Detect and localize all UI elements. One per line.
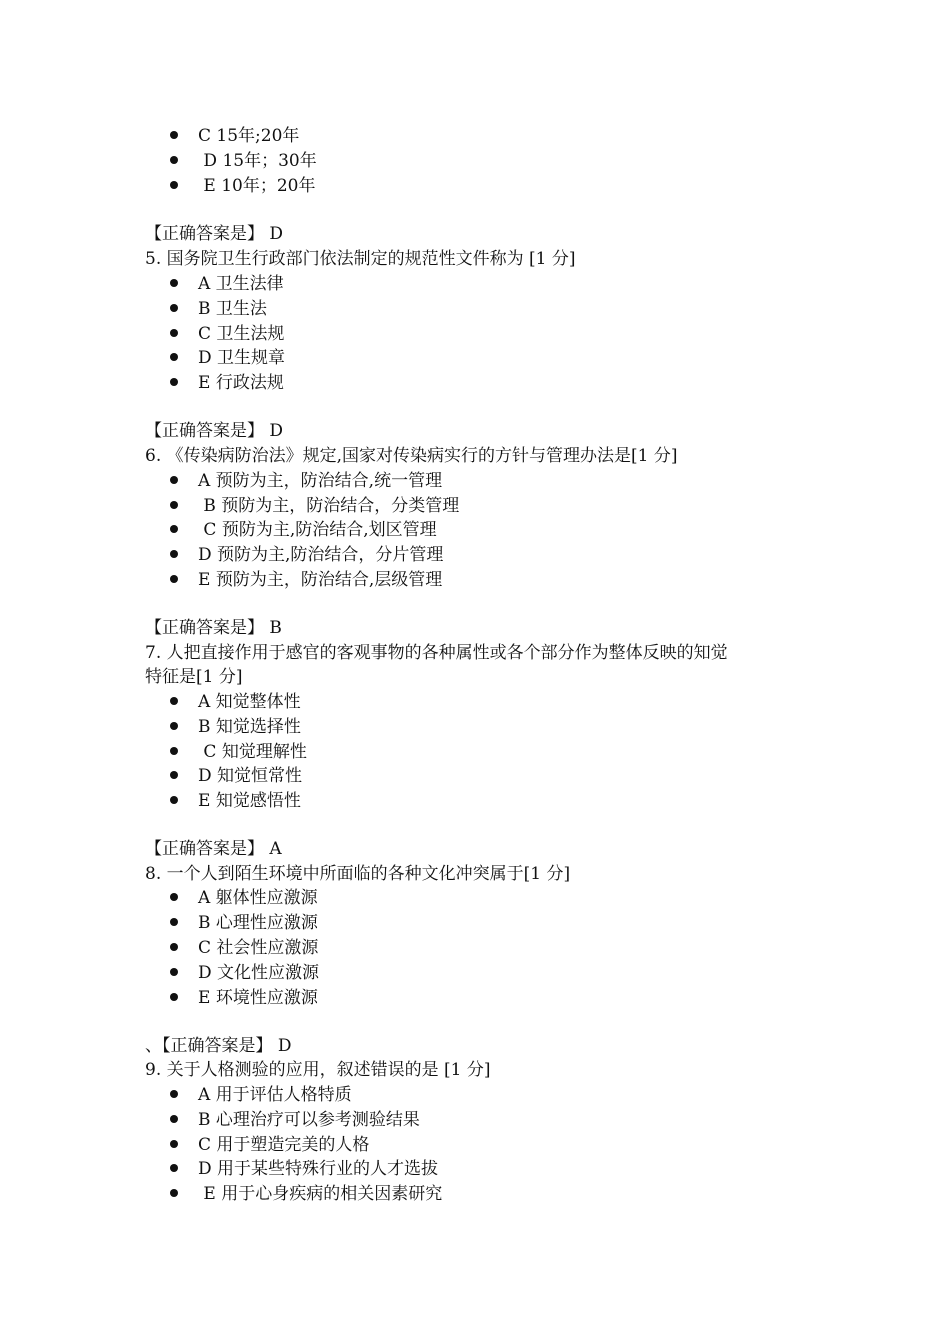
bullet-icon — [170, 1140, 178, 1148]
list-item — [170, 690, 301, 714]
list-item — [170, 789, 301, 813]
bullet-icon — [170, 378, 178, 386]
option-text: E 用于心身疾病的相关因素研究 — [198, 1184, 443, 1204]
list-item — [170, 1108, 420, 1132]
list-item — [170, 494, 459, 518]
option-text: E 预防为主，防治结合,层级管理 — [198, 570, 443, 590]
list-item — [170, 543, 443, 567]
list-item — [170, 911, 318, 935]
list-item — [170, 936, 318, 960]
bullet-icon — [170, 575, 178, 583]
option-text: D 预防为主,防治结合，分片管理 — [198, 545, 444, 565]
option-text: C 知觉理解性 — [198, 742, 307, 762]
question-line: 5. 国务院卫生行政部门依法制定的规范性文件称为 [1 分] — [145, 249, 576, 269]
list-item — [170, 371, 284, 395]
list-item — [170, 740, 307, 764]
list-item — [170, 124, 299, 148]
list-item — [170, 297, 267, 321]
bullet-icon — [170, 1189, 178, 1197]
bullet-icon — [170, 131, 178, 139]
bullet-icon — [170, 1115, 178, 1123]
bullet-icon — [170, 550, 178, 558]
bullet-icon — [170, 747, 178, 755]
list-item — [170, 174, 315, 198]
question-line: 9. 关于人格测验的应用，叙述错误的是 [1 分] — [145, 1060, 491, 1080]
list-item — [170, 346, 285, 370]
option-text: C 卫生法规 — [198, 324, 285, 344]
list-item — [170, 322, 284, 346]
list-item — [170, 1133, 369, 1157]
list-item — [170, 961, 319, 985]
list-item — [170, 986, 318, 1010]
option-text: D 文化性应激源 — [198, 963, 320, 983]
option-text: A 用于评估人格特质 — [198, 1085, 352, 1105]
list-item — [170, 1182, 442, 1206]
option-text: A 卫生法律 — [198, 274, 284, 294]
option-text: C 社会性应激源 — [198, 938, 319, 958]
option-text: A 躯体性应激源 — [198, 888, 318, 908]
option-text: E 环境性应激源 — [198, 988, 318, 1008]
list-item — [170, 1157, 438, 1181]
option-text: D 卫生规章 — [198, 348, 286, 368]
list-item — [170, 568, 442, 592]
bullet-icon — [170, 918, 178, 926]
option-text: C 15年;20年 — [198, 126, 300, 146]
list-item — [170, 149, 317, 173]
option-text: B 预防为主，防治结合，分类管理 — [198, 496, 460, 516]
bullet-icon — [170, 304, 178, 312]
bullet-icon — [170, 722, 178, 730]
bullet-icon — [170, 796, 178, 804]
answer-line: 、【正确答案是】 D — [145, 1036, 292, 1056]
bullet-icon — [170, 353, 178, 361]
option-text: E 行政法规 — [198, 373, 284, 393]
bullet-icon — [170, 501, 178, 509]
list-item — [170, 272, 284, 296]
option-text: D 15年；30年 — [198, 151, 317, 171]
option-text: D 知觉恒常性 — [198, 766, 303, 786]
option-text: E 知觉感悟性 — [198, 791, 301, 811]
answer-line: 【正确答案是】 D — [145, 421, 284, 441]
answer-line: 【正确答案是】 A — [145, 839, 282, 859]
list-item — [170, 518, 437, 542]
bullet-icon — [170, 968, 178, 976]
bullet-icon — [170, 1090, 178, 1098]
option-text: B 心理性应激源 — [198, 913, 318, 933]
bullet-icon — [170, 771, 178, 779]
list-item — [170, 764, 302, 788]
list-item — [170, 715, 301, 739]
question-line: 特征是[1 分] — [145, 667, 243, 687]
option-text: D 用于某些特殊行业的人才选拔 — [198, 1159, 439, 1179]
option-text: C 预防为主,防治结合,划区管理 — [198, 520, 437, 540]
bullet-icon — [170, 525, 178, 533]
option-text: B 卫生法 — [198, 299, 267, 319]
answer-line: 【正确答案是】 D — [145, 224, 284, 244]
bullet-icon — [170, 993, 178, 1001]
question-line: 7. 人把直接作用于感官的客观事物的各种属性或各个部分作为整体反映的知觉 — [145, 643, 728, 663]
option-text: B 知觉选择性 — [198, 717, 301, 737]
list-item — [170, 886, 318, 910]
option-text: B 心理治疗可以参考测验结果 — [198, 1110, 420, 1130]
option-text: A 知觉整体性 — [198, 692, 301, 712]
bullet-icon — [170, 181, 178, 189]
bullet-icon — [170, 329, 178, 337]
bullet-icon — [170, 893, 178, 901]
bullet-icon — [170, 697, 178, 705]
question-line: 8. 一个人到陌生环境中所面临的各种文化冲突属于[1 分] — [145, 864, 571, 884]
bullet-icon — [170, 476, 178, 484]
list-item — [170, 1083, 352, 1107]
bullet-icon — [170, 279, 178, 287]
bullet-icon — [170, 156, 178, 164]
question-line: 6. 《传染病防治法》规定,国家对传染病实行的方针与管理办法是[1 分] — [145, 446, 678, 466]
option-text: A 预防为主，防治结合,统一管理 — [198, 471, 443, 491]
option-text: E 10年；20年 — [198, 176, 316, 196]
answer-line: 【正确答案是】 B — [145, 618, 282, 638]
option-text: C 用于塑造完美的人格 — [198, 1135, 370, 1155]
bullet-icon — [170, 943, 178, 951]
bullet-icon — [170, 1164, 178, 1172]
list-item — [170, 469, 442, 493]
